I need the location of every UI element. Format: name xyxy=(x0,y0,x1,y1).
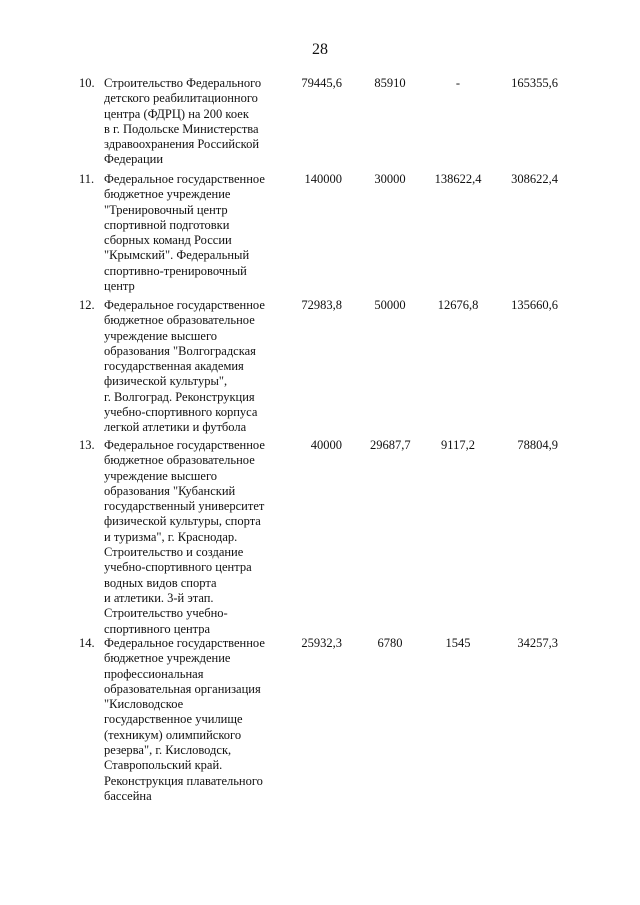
page-number: 28 xyxy=(312,41,328,58)
row-value-2: 50000 xyxy=(374,298,406,312)
row-value-2: 85910 xyxy=(374,76,406,90)
row-value-total: 165355,6 xyxy=(511,76,558,90)
row-value-total: 135660,6 xyxy=(511,298,558,312)
row-value-total: 78804,9 xyxy=(517,438,558,452)
row-number: 14. xyxy=(79,636,95,650)
row-value-3: 12676,8 xyxy=(437,298,479,312)
row-value-total: 308622,4 xyxy=(511,172,558,186)
row-description: Федеральное государственное бюджетное образовательное учреждение высшего образования "Волгоградская государственная академия физической культуры", г. Волгоград. Реконструкция учебно-спортивного корпуса легкой атлетики и футбола xyxy=(104,298,265,435)
row-value-2: 6780 xyxy=(377,636,403,650)
row-number: 13. xyxy=(79,438,95,452)
row-number: 12. xyxy=(79,298,95,312)
row-value-2: 30000 xyxy=(374,172,406,186)
row-value-1: 140000 xyxy=(304,172,342,186)
row-value-1: 40000 xyxy=(310,438,342,452)
row-value-2: 29687,7 xyxy=(370,438,411,452)
row-value-3: 9117,2 xyxy=(441,438,475,452)
row-description: Федеральное государственное бюджетное учреждение профессиональная образовательная организация "Кисловодское государственное училище (техникум) олимпийского резерва", г. Кисловодск, Ставропольский край. Реконструкция плавательного бассейна xyxy=(104,636,265,803)
row-number: 11. xyxy=(79,172,95,186)
row-value-3: 138622,4 xyxy=(434,172,482,186)
row-value-1: 72983,8 xyxy=(301,298,342,312)
row-value-3: - xyxy=(455,76,461,90)
row-description: Федеральное государственное бюджетное учреждение "Тренировочный центр спортивной подготовки сборных команд России "Крымский". Федеральный спортивно-тренировочный центр xyxy=(104,172,265,294)
row-value-1: 79445,6 xyxy=(301,76,342,90)
row-description: Строительство Федерального детского реабилитационного центра (ФДРЦ) на 200 коек в г. Подольске Министерства здравоохранения Российской Федерации xyxy=(104,76,262,167)
row-value-3: 1545 xyxy=(445,636,471,650)
row-value-1: 25932,3 xyxy=(301,636,342,650)
row-description: Федеральное государственное бюджетное образовательное учреждение высшего образования "Кубанский государственный университет физической культуры, спорта и туризма", г. Краснодар. Строительство и создание учебно-спортивного центра водных видов спорта и атлетики. 3-й этап. Строительство учебно- спортивного центра xyxy=(104,438,265,636)
row-value-total: 34257,3 xyxy=(517,636,558,650)
row-number: 10. xyxy=(79,76,95,90)
